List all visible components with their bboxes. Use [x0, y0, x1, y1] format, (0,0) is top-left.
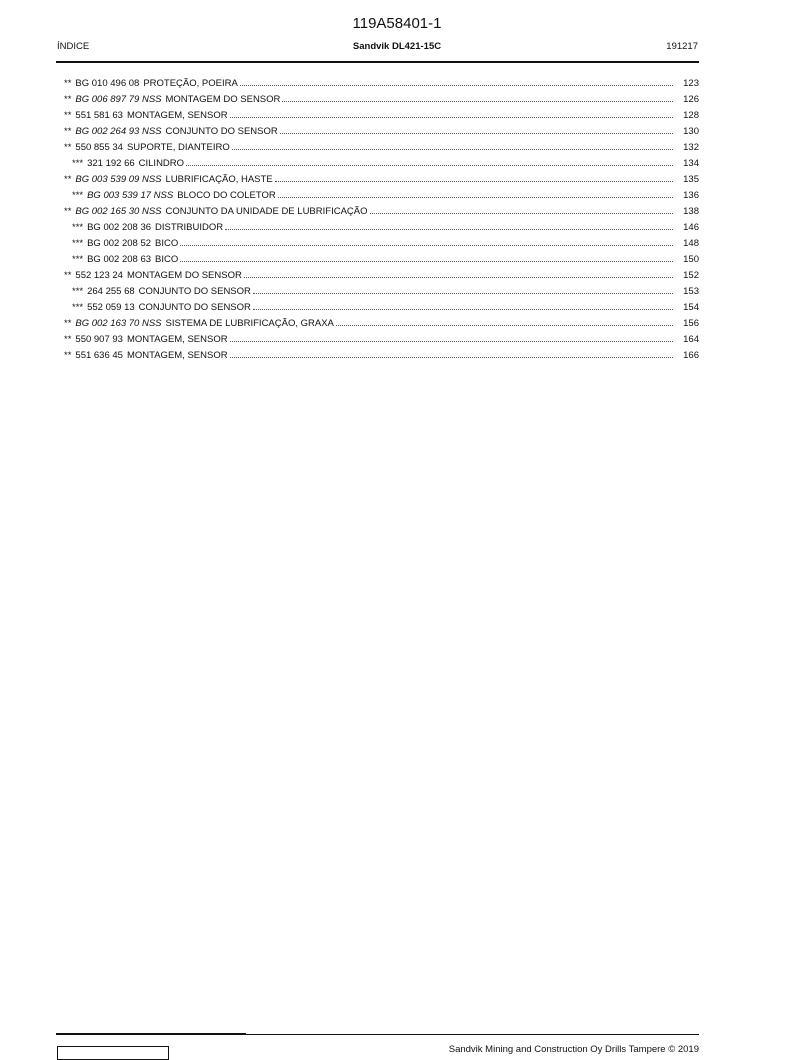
toc-entry-part-number: 321 192 66 [87, 158, 135, 169]
toc-entry-page-number: 126 [683, 94, 699, 105]
toc-entry-dot-leader [278, 187, 673, 198]
toc-entry-level-marker: ** [64, 318, 72, 329]
toc-entry-dot-leader [282, 91, 673, 102]
toc-entry-level-marker: ** [64, 142, 72, 153]
toc-entry-page-number: 154 [683, 302, 699, 313]
header-rule [56, 61, 699, 63]
toc-entry[interactable] [64, 267, 699, 283]
toc-entry[interactable] [64, 299, 699, 315]
footer-rule [56, 1034, 699, 1035]
toc-entry-dot-leader [230, 331, 673, 342]
toc-entry-part-number: BG 003 539 17 NSS [87, 190, 174, 201]
toc-entry-dot-leader [244, 267, 673, 278]
toc-entry-title: CONJUNTO DO SENSOR [138, 302, 251, 313]
toc-entry-page-number: 146 [683, 222, 699, 233]
toc-entry-part-number: BG 006 897 79 NSS [75, 94, 162, 105]
toc-entry-part-number: BG 002 264 93 NSS [75, 126, 162, 137]
toc-entry[interactable] [64, 331, 699, 347]
toc-entry[interactable] [64, 203, 699, 219]
toc-entry-page-number: 132 [683, 142, 699, 153]
toc-entry[interactable] [64, 155, 699, 171]
toc-entry[interactable] [64, 235, 699, 251]
toc-entry-part-number: BG 002 165 30 NSS [75, 206, 162, 217]
toc-entry-level-marker: ** [64, 334, 72, 345]
toc-entry-level-marker: *** [72, 286, 84, 297]
toc-entry-title: CONJUNTO DA UNIDADE DE LUBRIFICAÇÃO [165, 206, 368, 217]
toc-entry-dot-leader [275, 171, 673, 182]
toc-entry-part-number: 551 636 45 [75, 350, 123, 361]
toc-entry-level-marker: ** [64, 270, 72, 281]
toc-entry-dot-leader [336, 315, 673, 326]
toc-entry-page-number: 134 [683, 158, 699, 169]
toc-entry-level-marker: *** [72, 302, 84, 313]
toc-entry-dot-leader [232, 139, 673, 150]
toc-entry-level-marker: ** [64, 126, 72, 137]
toc-entry-level-marker: *** [72, 254, 84, 265]
toc-entry-page-number: 136 [683, 190, 699, 201]
toc-entry-title: MONTAGEM, SENSOR [126, 334, 228, 345]
toc-entry[interactable] [64, 347, 699, 363]
toc-entry-title: BLOCO DO COLETOR [177, 190, 276, 201]
toc-entry-dot-leader [240, 75, 673, 86]
toc-entry-dot-leader [253, 283, 673, 294]
toc-entry-part-number: 264 255 68 [87, 286, 135, 297]
toc-entry-title: SISTEMA DE LUBRIFICAÇÃO, GRAXA [165, 318, 334, 329]
toc-entry[interactable] [64, 123, 699, 139]
toc-entry-level-marker: *** [72, 222, 84, 233]
toc-entry-title: CONJUNTO DO SENSOR [138, 286, 251, 297]
toc-entry-page-number: 148 [683, 238, 699, 249]
toc-entry-dot-leader [230, 347, 673, 358]
toc-entry-level-marker: ** [64, 94, 72, 105]
toc-entry[interactable] [64, 91, 699, 107]
document-id: 119A58401-1 [352, 15, 442, 32]
toc-entry-part-number: BG 002 208 52 [87, 238, 152, 249]
toc-entry-dot-leader [225, 219, 673, 230]
toc-entry-dot-leader [180, 235, 673, 246]
toc-entry-part-number: BG 003 539 09 NSS [75, 174, 162, 185]
toc-entry-level-marker: ** [64, 110, 72, 121]
toc-entry[interactable] [64, 315, 699, 331]
toc-entry-title: CILINDRO [138, 158, 185, 169]
toc-entry-title: LUBRIFICAÇÃO, HASTE [165, 174, 273, 185]
toc-entry-dot-leader [253, 299, 673, 310]
toc-entry-dot-leader [230, 107, 673, 118]
toc-entry-page-number: 135 [683, 174, 699, 185]
header-section-label: ÍNDICE [57, 41, 90, 52]
toc-entry-part-number: BG 010 496 08 [75, 78, 140, 89]
sandvik-logo [57, 1046, 169, 1060]
toc-entry-part-number: 552 123 24 [75, 270, 123, 281]
toc-entry-dot-leader [370, 203, 674, 214]
toc-entry-level-marker: *** [72, 158, 84, 169]
toc-entry-title: PROTEÇÃO, POEIRA [143, 78, 238, 89]
toc-entry-title: MONTAGEM, SENSOR [126, 350, 228, 361]
toc-entry-page-number: 152 [683, 270, 699, 281]
toc-entry-level-marker: ** [64, 206, 72, 217]
toc-entry-title: CONJUNTO DO SENSOR [165, 126, 278, 137]
toc-entry[interactable] [64, 283, 699, 299]
toc-entry-page-number: 123 [683, 78, 699, 89]
table-of-contents [64, 75, 699, 363]
toc-entry-level-marker: ** [64, 78, 72, 89]
toc-entry-page-number: 128 [683, 110, 699, 121]
toc-entry[interactable] [64, 171, 699, 187]
header-date-code: 191217 [666, 41, 698, 52]
toc-entry-page-number: 150 [683, 254, 699, 265]
toc-entry-part-number: 550 855 34 [75, 142, 123, 153]
toc-entry-part-number: BG 002 208 63 [87, 254, 152, 265]
toc-entry-page-number: 153 [683, 286, 699, 297]
toc-entry-dot-leader [186, 155, 673, 166]
header-model: Sandvik DL421-15C [352, 41, 442, 52]
toc-entry-page-number: 164 [683, 334, 699, 345]
toc-entry[interactable] [64, 107, 699, 123]
toc-entry-page-number: 130 [683, 126, 699, 137]
footer-copyright: Sandvik Mining and Construction Oy Drills Tampere © 2019 [448, 1044, 699, 1055]
toc-entry[interactable] [64, 187, 699, 203]
toc-entry-level-marker: ** [64, 350, 72, 361]
toc-entry[interactable] [64, 139, 699, 155]
toc-entry-title: DISTRIBUIDOR [155, 222, 224, 233]
toc-entry-title: BICO [155, 238, 179, 249]
toc-entry-title: MONTAGEM DO SENSOR [165, 94, 281, 105]
toc-entry-part-number: 551 581 63 [75, 110, 123, 121]
toc-entry[interactable] [64, 251, 699, 267]
toc-entry-page-number: 156 [683, 318, 699, 329]
toc-entry-part-number: BG 002 163 70 NSS [75, 318, 162, 329]
toc-entry-level-marker: *** [72, 190, 84, 201]
toc-entry[interactable] [64, 75, 699, 91]
toc-entry-title: BICO [155, 254, 179, 265]
toc-entry-part-number: BG 002 208 36 [87, 222, 152, 233]
toc-entry-dot-leader [280, 123, 673, 134]
toc-entry-level-marker: *** [72, 238, 84, 249]
toc-entry-dot-leader [180, 251, 673, 262]
toc-entry-page-number: 166 [683, 350, 699, 361]
toc-entry-title: MONTAGEM, SENSOR [126, 110, 228, 121]
toc-entry[interactable] [64, 219, 699, 235]
toc-entry-part-number: 552 059 13 [87, 302, 135, 313]
toc-entry-level-marker: ** [64, 174, 72, 185]
toc-entry-page-number: 138 [683, 206, 699, 217]
toc-entry-title: MONTAGEM DO SENSOR [126, 270, 242, 281]
toc-entry-part-number: 550 907 93 [75, 334, 123, 345]
toc-entry-title: SUPORTE, DIANTEIRO [126, 142, 230, 153]
